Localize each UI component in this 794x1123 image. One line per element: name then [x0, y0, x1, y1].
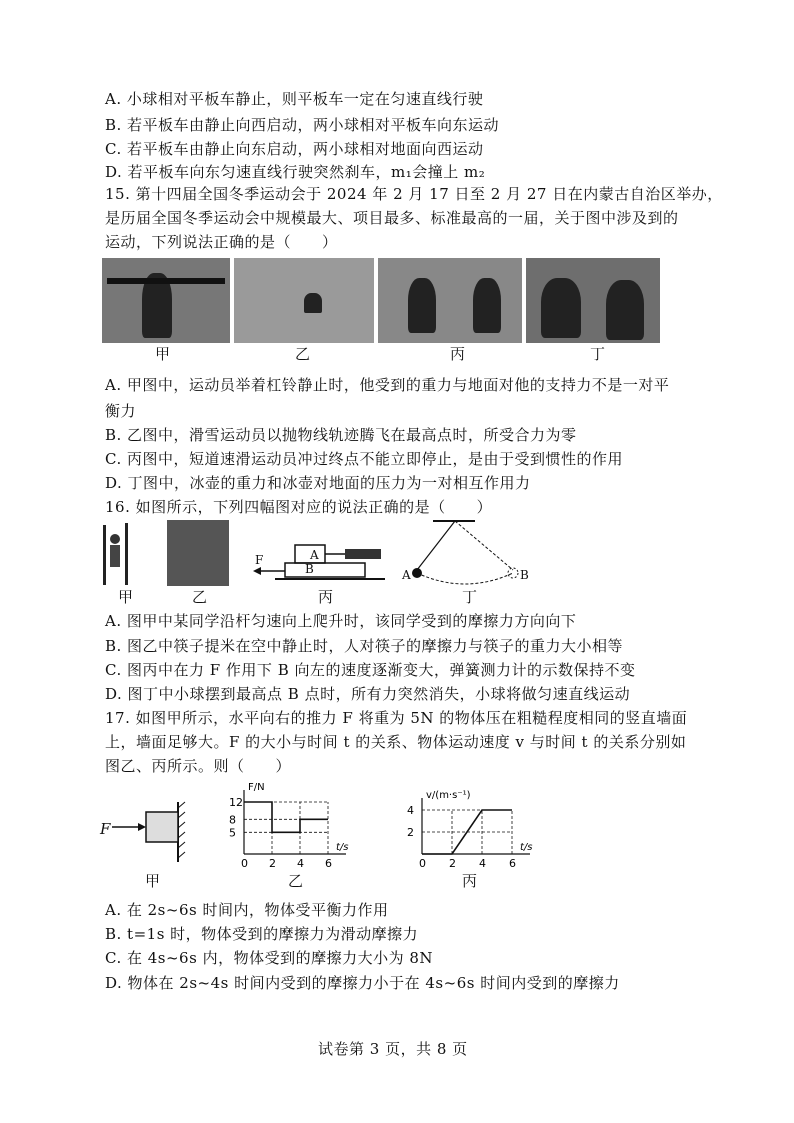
y-tick-label: 12	[229, 796, 243, 809]
q17-fig-label-yi: 乙	[288, 872, 304, 890]
photo-label-bing: 丙	[450, 345, 466, 363]
q14-option-c: C. 若平板车由静止向东启动，两小球相对地面向西运动	[105, 140, 484, 158]
fig-pole-climb	[103, 523, 128, 585]
q15-stem-1: 15. 第十四届全国冬季运动会于 2024 年 2 月 17 日至 2 月 27 日在内蒙古自治区举办，	[105, 185, 723, 203]
y-tick-label: 2	[407, 826, 414, 839]
q16-label-force-f: F	[255, 553, 264, 567]
x-axis-label: t/s	[520, 842, 533, 853]
chart-force-time	[222, 782, 362, 874]
q16-stem: 16. 如图所示，下列四幅图对应的说法正确的是（ ）	[105, 498, 493, 516]
y-tick-label: 4	[407, 804, 414, 817]
y-axis-label: F/N	[248, 782, 265, 793]
photo-curling	[526, 258, 660, 343]
q17-force-label: F	[100, 820, 111, 838]
x-tick-label: 6	[325, 857, 332, 870]
q16-label-block-a: A	[310, 548, 320, 562]
q17-stem-2: 上，墙面足够大。F 的大小与时间 t 的关系、物体运动速度 v 与时间 t 的关系分别如	[105, 733, 687, 751]
q17-option-b: B. t=1s 时，物体受到的摩擦力为滑动摩擦力	[105, 925, 419, 943]
y-tick-label: 8	[229, 813, 236, 827]
y-tick-label: 5	[229, 826, 236, 840]
x-tick-label: 0	[419, 857, 426, 870]
photo-speed-skating	[378, 258, 522, 343]
q17-stem-1: 17. 如图甲所示，水平向右的推力 F 将重为 5N 的物体压在粗糙程度相同的竖直墙面	[105, 709, 688, 727]
page-footer: 试卷第 3 页，共 8 页	[318, 1040, 468, 1058]
q16-option-d: D. 图丁中小球摆到最高点 B 点时，所有力突然消失，小球将做匀速直线运动	[105, 685, 631, 703]
q14-option-d: D. 若平板车向东匀速直线行驶突然刹车，m₁会撞上 m₂	[105, 163, 486, 181]
x-tick-label: 6	[509, 857, 516, 870]
x-tick-label: 4	[297, 857, 304, 870]
q16-fig-label-yi: 乙	[192, 588, 208, 606]
q15-stem-3: 运动，下列说法正确的是（ ）	[105, 233, 338, 251]
x-axis-label: t/s	[336, 842, 349, 853]
photo-label-yi: 乙	[295, 345, 311, 363]
q16-option-a: A. 图甲中某同学沿杆匀速向上爬升时，该同学受到的摩擦力方向向下	[105, 612, 577, 630]
photo-label-jia: 甲	[155, 345, 171, 363]
q15-option-d: D. 丁图中，冰壶的重力和冰壶对地面的压力为一对相互作用力	[105, 474, 531, 492]
x-tick-label: 2	[449, 857, 456, 870]
q15-option-a-1: A. 甲图中，运动员举着杠铃静止时，他受到的重力与地面对他的支持力不是一对平	[105, 376, 670, 394]
q17-stem-3: 图乙、丙所示。则（ ）	[105, 757, 292, 775]
q15-option-c: C. 丙图中，短道速滑运动员冲过终点不能立即停止，是由于受到惯性的作用	[105, 450, 623, 468]
fig-chopsticks-rice	[167, 520, 229, 586]
q16-option-b: B. 图乙中筷子提米在空中静止时，人对筷子的摩擦力与筷子的重力大小相等	[105, 637, 624, 655]
q17-fig-label-bing: 丙	[462, 872, 478, 890]
fig-pendulum	[412, 521, 518, 584]
q16-label-block-b: B	[305, 562, 315, 576]
q14-option-b: B. 若平板车由静止向西启动，两小球相对平板车向东运动	[105, 116, 500, 134]
x-tick-label: 4	[479, 857, 486, 870]
q15-stem-2: 是历届全国冬季运动会中规模最大、项目最多、标准最高的一届，关于图中涉及到的	[105, 209, 679, 227]
x-tick-label: 2	[269, 857, 276, 870]
q16-fig-label-bing: 丙	[318, 588, 334, 606]
q17-option-c: C. 在 4s~6s 内，物体受到的摩擦力大小为 8N	[105, 949, 434, 967]
photo-weightlifting	[102, 258, 230, 343]
q17-option-a: A. 在 2s~6s 时间内，物体受平衡力作用	[105, 901, 389, 919]
q17-wall-figure	[98, 800, 188, 870]
series-line	[244, 802, 328, 832]
photo-skiing	[234, 258, 374, 343]
q14-option-a: A. 小球相对平板车静止，则平板车一定在匀速直线行驶	[105, 90, 484, 108]
q16-fig-label-jia: 甲	[118, 588, 134, 606]
q15-option-a-2: 衡力	[105, 402, 137, 420]
x-tick-label: 0	[241, 857, 248, 870]
q17-option-d: D. 物体在 2s~4s 时间内受到的摩擦力小于在 4s~6s 时间内受到的摩擦力	[105, 974, 620, 992]
photo-label-ding: 丁	[590, 345, 606, 363]
q16-label-pend-a: A	[402, 568, 412, 582]
chart-velocity-time	[402, 782, 552, 874]
q17-fig-label-jia: 甲	[145, 872, 161, 890]
y-axis-label: v/(m·s⁻¹)	[426, 790, 471, 801]
q16-fig-label-ding: 丁	[462, 588, 478, 606]
q16-option-c: C. 图丙中在力 F 作用下 B 向左的速度逐渐变大，弹簧测力计的示数保持不变	[105, 661, 636, 679]
q15-option-b: B. 乙图中，滑雪运动员以抛物线轨迹腾飞在最高点时，所受合力为零	[105, 426, 577, 444]
q16-label-pend-b: B	[520, 568, 530, 582]
